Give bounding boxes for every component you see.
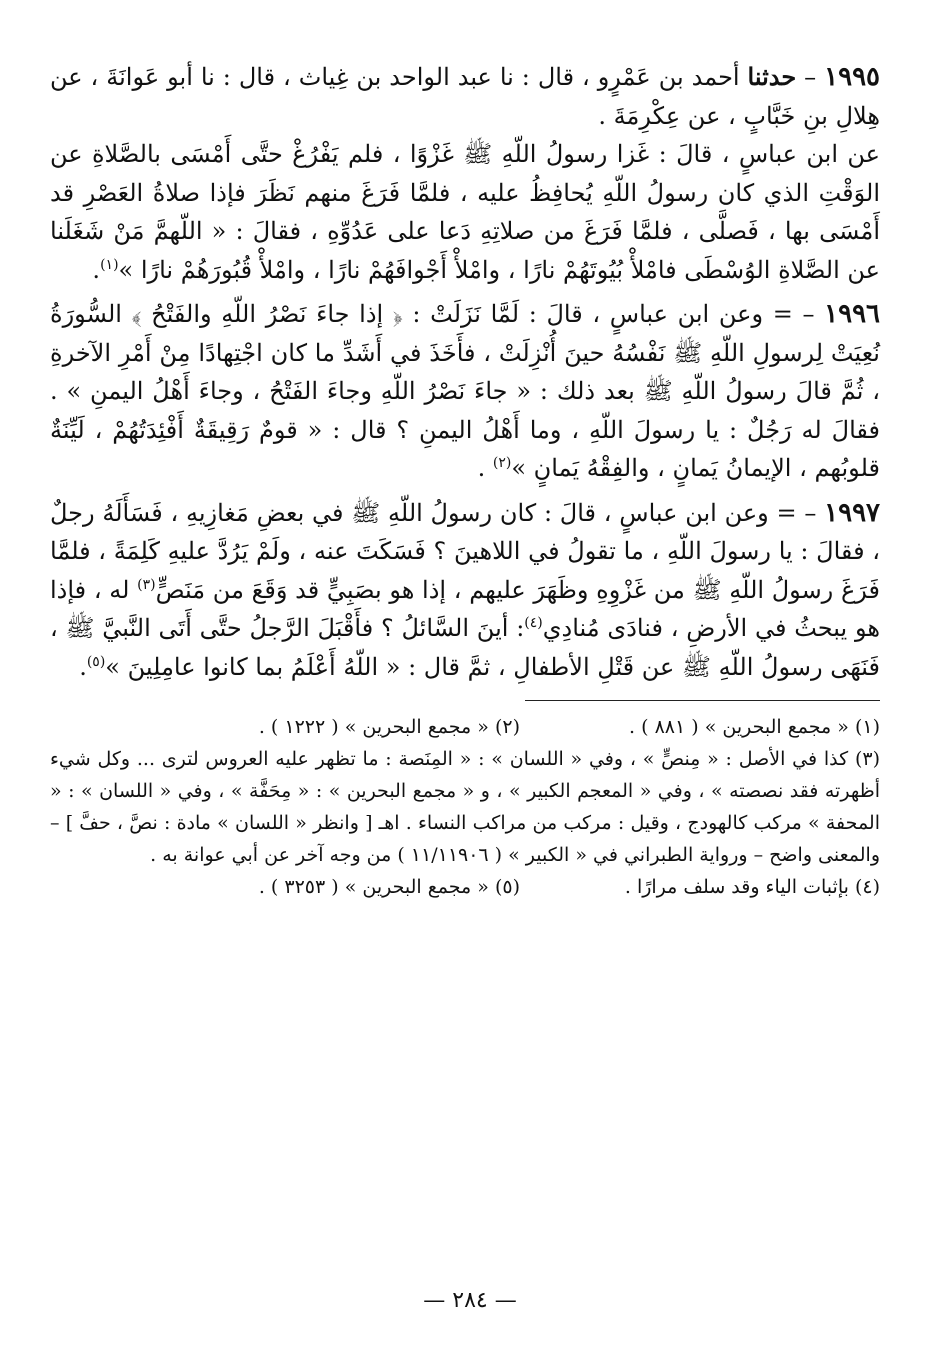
hadith-end: . — [477, 454, 493, 482]
footnote-ref[interactable]: (٥) — [86, 653, 106, 670]
footnote-divider — [525, 700, 880, 701]
hadith-1997 — [50, 494, 880, 687]
hadith-number: ١٩٩٧ — [824, 497, 880, 528]
footnote-row — [50, 871, 880, 903]
hadith-isnad: أحمد بن عَمْرٍو ، قال : نا عبد الواحد بن غِياث ، قال : نا أبو عَوانَةَ ، عن هِلالِ بنِ خَبَّابٍ ، عن عِكْرِمَةَ . — [50, 63, 880, 130]
footnote-4: (٤) بإثبات الياء وقد سلف مرارًا . — [624, 876, 880, 898]
hadith-dash: – — [796, 63, 825, 91]
hadith-body: وعن ابن عباسٍ ، قالَ : كان رسولُ اللّهِ ﷺ في بعضِ مَغازِيهِ ، فَسَأَلَهُ رجلٌ ، فقالَ : يا رسولَ اللّهِ ، ما تقولُ في اللاهينَ ؟ فَسَكَتَ عنه ، ولَمْ يَرُدَّ عليهِ كَلِمَةً ، فلمَّا فَرَغَ رسولُ اللّهِ ﷺ من غَزْوِهِ وظَهَرَ عليهم ، إذا هو بصَبِيٍّ قد وَقَعَ من مَنَصٍّ — [50, 498, 880, 604]
footnote-row — [50, 711, 880, 743]
hadith-body-wrap — [50, 135, 880, 289]
hadith-end: . — [79, 652, 87, 681]
hadith-body: وعن ابن عباسٍ ، قالَ : لَمَّا نَزَلَتْ : ﴿ إذا جاءَ نَصْرُ اللّهِ والفَتْحُ ﴾ السُّورَةُ نُعِيَتْ لِرسولِ اللّهِ ﷺ نَفْسُهُ حينَ أُنْزِلَتْ ، فأَخَذَ في أَشَدِّ ما كان اجْتِهادًا مِنْ أَمْرِ الآخرةِ ، ثُمَّ قالَ رسولُ اللّهِ ﷺ بعد ذلك : « جاءَ نَصْرُ اللّهِ وجاءَ الفَتْحُ ، وجاءَ أَهْلُ اليمنِ » . فقالَ له رَجُلٌ : يا رسولَ اللّهِ ، وما أَهْلُ اليمنِ ؟ قال : « قومٌ رَقِيقَةٌ أَفْئِدَتُهُمْ ، لَيِّنَةٌ قلوبُهم ، الإيمانُ يَمانٍ ، والفِقْهُ يَمانٍ » — [50, 300, 880, 482]
hadith-body: : أينَ السَّائلُ ؟ فأَقْبَلَ الرَّجلُ حتَّى أَتَى النَّبيَّ ﷺ ، فَنَهَى رسولُ اللّهِ ﷺ عن قَتْلِ الأطفالِ ، ثمَّ قال : « اللّهُ أَعْلَمُ بما كانوا عامِلِينَ » — [50, 614, 880, 681]
hadith-number: ١٩٩٥ — [824, 62, 880, 92]
footnote-ref[interactable]: (٣) — [137, 576, 156, 593]
hadith-end: . — [92, 255, 101, 284]
footnote-ref[interactable]: (٢) — [492, 455, 512, 471]
hadith-1995 — [50, 58, 880, 289]
footnote-ref[interactable]: (٤) — [524, 615, 543, 631]
hadith-1996 — [50, 295, 880, 488]
hadith-body: له ، فإذا هو يبحثُ في الأرضِ ، فنادَى مُنادِي — [50, 575, 881, 642]
footnote-1: (١) « مجمع البحرين » ( ٨٨١ ) . — [629, 716, 880, 738]
page-number: — ٢٨٤ — — [423, 1288, 517, 1313]
footnotes — [50, 711, 880, 903]
hadith-lead-word: حدثنا — [747, 62, 797, 91]
hadith-dash: – = — [763, 300, 825, 328]
hadith-dash: – = — [768, 498, 825, 527]
hadith-number: ١٩٩٦ — [824, 299, 881, 329]
footnote-ref[interactable]: (١) — [100, 256, 119, 273]
page-content — [50, 58, 880, 903]
footnote-2: (٢) « مجمع البحرين » ( ١٢٢٢ ) . — [258, 716, 520, 738]
hadith-body: عن ابن عباسٍ ، قالَ : غَزا رسولُ اللّهِ ﷺ غَزْوًا ، فلم يَفْرُغْ حتَّى أَمْسَى بالصَّلاةِ عن الوَقْتِ الذي كان رسولُ اللّهِ يُحافِظُ عليه ، فلمَّا فَرَغَ منهم نَظَرَ فإذا صلاةُ العَصْرِ قد أَمْسَى بها ، فَصلَّى ، فلمَّا فَرَغَ من صلاتِهِ دَعا على عَدُوِّهِ ، فقالَ : « اللّهمَّ مَنْ شَغَلَنا عن الصَّلاةِ الوُسْطَى فامْلأْ بُيُوتَهُمْ نارًا ، وامْلأْ أَجْوافَهُمْ نارًا ، وامْلأْ قُبُورَهُمْ نارًا » — [50, 140, 881, 284]
footnote-3: (٣) كذا في الأصل : « مِنصٍّ » ، وفي « اللسان » : « المِنَصة : ما تظهر عليه العروس لترى ... وكل شيء أظهرته فقد نصصته » ، وفي « المعجم الكبير » ، و « مجمع البحرين » : « مِحَفَّة » ، وفي « اللسان » : « المحفة » مركب كالهودج ، وقيل : مركب من مراكب النساء . اهـ [ وانظر « اللسان » مادة : نصَّ ، حفَّ ] – والمعنى واضح – ورواية الطبراني في « الكبير » ( ١١/١١٩٠٦ ) من وجه آخر عن أبي عوانة به . — [50, 748, 880, 866]
footnote-5: (٥) « مجمع البحرين » ( ٣٢٥٣ ) . — [258, 876, 520, 898]
